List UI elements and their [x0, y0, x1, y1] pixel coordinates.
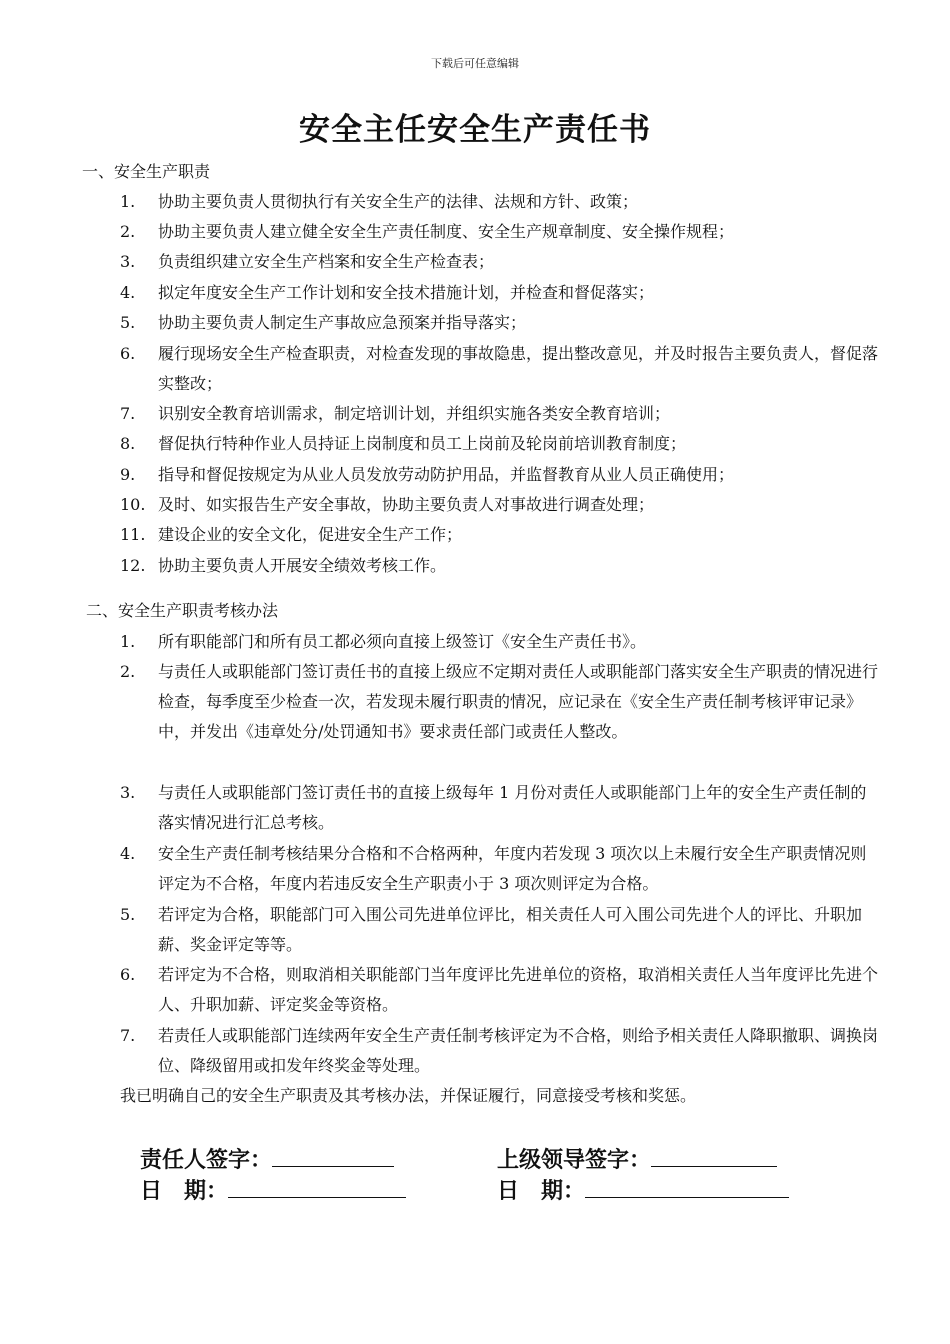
item-number: 11. — [120, 525, 146, 544]
item-number: 3. — [120, 783, 136, 802]
item-number: 7. — [120, 1026, 136, 1045]
responsible-signature — [140, 1144, 394, 1176]
item-number: 1. — [120, 192, 136, 211]
item-text: 若评定为不合格，则取消相关职能部门当年度评比先进单位的资格，取消相关责任人当年度评比先进个人、升职加薪、评定奖金等资格。 — [158, 965, 879, 1014]
list-item — [120, 278, 880, 308]
item-number: 4. — [120, 283, 136, 302]
list-item — [120, 187, 880, 217]
item-number: 8. — [120, 434, 136, 453]
list-item — [120, 308, 880, 338]
superior-signature — [497, 1144, 777, 1176]
item-number: 1. — [120, 632, 136, 651]
item-number: 12. — [120, 556, 146, 575]
item-text: 协助主要负责人建立健全安全生产责任制度、安全生产规章制度、安全操作规程； — [158, 222, 735, 241]
list-item — [120, 627, 880, 657]
list-item — [120, 839, 880, 899]
list-item — [120, 778, 880, 838]
item-text: 拟定年度安全生产工作计划和安全技术措施计划，并检查和督促落实； — [158, 283, 655, 302]
superior-date-line[interactable] — [585, 1175, 789, 1198]
item-number: 9. — [120, 465, 136, 484]
list-item — [120, 520, 880, 550]
responsible-date — [140, 1175, 406, 1207]
item-number: 2. — [120, 222, 136, 241]
responsible-signature-line[interactable] — [272, 1144, 394, 1167]
item-text: 安全生产责任制考核结果分合格和不合格两种，年度内若发现 3 项次以上未履行安全生产职责情况则评定为不合格，年度内若违反安全生产职责小于 3 项次则评定为合格。 — [158, 844, 867, 893]
item-number: 10. — [120, 495, 146, 514]
item-text: 识别安全教育培训需求，制定培训计划，并组织实施各类安全教育培训； — [158, 404, 671, 423]
superior-signature-label: 上级领导签字： — [497, 1148, 652, 1173]
section1-heading: 一、安全生产职责 — [82, 162, 211, 181]
item-number: 7. — [120, 404, 136, 423]
list-item — [120, 490, 880, 520]
list-item — [120, 960, 880, 1020]
item-text: 协助主要负责人制定生产事故应急预案并指导落实； — [158, 313, 527, 332]
item-text: 若评定为合格，职能部门可入围公司先进单位评比，相关责任人可入围公司先进个人的评比、升职加薪、奖金评定等等。 — [158, 905, 863, 954]
document-title: 安全主任安全生产责任书 — [299, 112, 651, 148]
item-text: 协助主要负责人贯彻执行有关安全生产的法律、法规和方针、政策； — [158, 192, 639, 211]
item-text: 协助主要负责人开展安全绩效考核工作。 — [158, 556, 447, 575]
item-text: 若责任人或职能部门连续两年安全生产责任制考核评定为不合格，则给予相关责任人降职撤职、调换岗位、降级留用或扣发年终奖金等处理。 — [158, 1026, 879, 1075]
item-number: 2. — [120, 662, 136, 681]
item-text: 建设企业的安全文化，促进安全生产工作； — [158, 525, 463, 544]
item-text: 负责组织建立安全生产档案和安全生产检查表； — [158, 252, 495, 271]
responsible-date-line[interactable] — [228, 1175, 406, 1198]
item-number: 3. — [120, 252, 136, 271]
item-number: 4. — [120, 844, 136, 863]
section2-heading: 二、安全生产职责考核办法 — [86, 601, 279, 620]
item-text: 履行现场安全生产检查职责，对检查发现的事故隐患，提出整改意见，并及时报告主要负责人，督促落实整改； — [158, 344, 879, 393]
item-number: 5. — [120, 905, 136, 924]
list-item — [120, 460, 880, 490]
superior-date-label: 日 期： — [497, 1179, 586, 1204]
item-text: 督促执行特种作业人员持证上岗制度和员工上岗前及轮岗前培训教育制度； — [158, 434, 687, 453]
responsible-signature-label: 责任人签字： — [140, 1148, 273, 1173]
item-number: 5. — [120, 313, 136, 332]
list-item — [120, 339, 880, 399]
item-text: 及时、如实报告生产安全事故，协助主要负责人对事故进行调查处理； — [158, 495, 655, 514]
list-item — [120, 900, 880, 960]
list-item — [120, 1021, 880, 1081]
superior-date — [497, 1175, 789, 1207]
list-item — [120, 657, 880, 747]
responsible-date-label: 日 期： — [140, 1179, 229, 1204]
superior-signature-line[interactable] — [651, 1144, 777, 1167]
list-item — [120, 551, 880, 581]
closing-statement: 我已明确自己的安全生产职责及其考核办法，并保证履行，同意接受考核和奖惩。 — [120, 1086, 697, 1105]
item-text: 所有职能部门和所有员工都必须向直接上级签订《安全生产责任书》。 — [158, 632, 647, 651]
item-text: 指导和督促按规定为从业人员发放劳动防护用品，并监督教育从业人员正确使用； — [158, 465, 735, 484]
item-text: 与责任人或职能部门签订责任书的直接上级应不定期对责任人或职能部门落实安全生产职责的情况进行检查，每季度至少检查一次，若发现未履行职责的情况，应记录在《安全生产责任制考核评审记录》中，并发出《违章处分/处罚通知书》要求责任部门或责任人整改。 — [158, 662, 879, 741]
item-number: 6. — [120, 344, 136, 363]
list-item — [120, 399, 880, 429]
list-item — [120, 247, 880, 277]
header-note: 下载后可任意编辑 — [431, 57, 519, 70]
list-item — [120, 429, 880, 459]
item-text: 与责任人或职能部门签订责任书的直接上级每年 1 月份对责任人或职能部门上年的安全生产责任制的落实情况进行汇总考核。 — [158, 783, 867, 832]
item-number: 6. — [120, 965, 136, 984]
list-item — [120, 217, 880, 247]
